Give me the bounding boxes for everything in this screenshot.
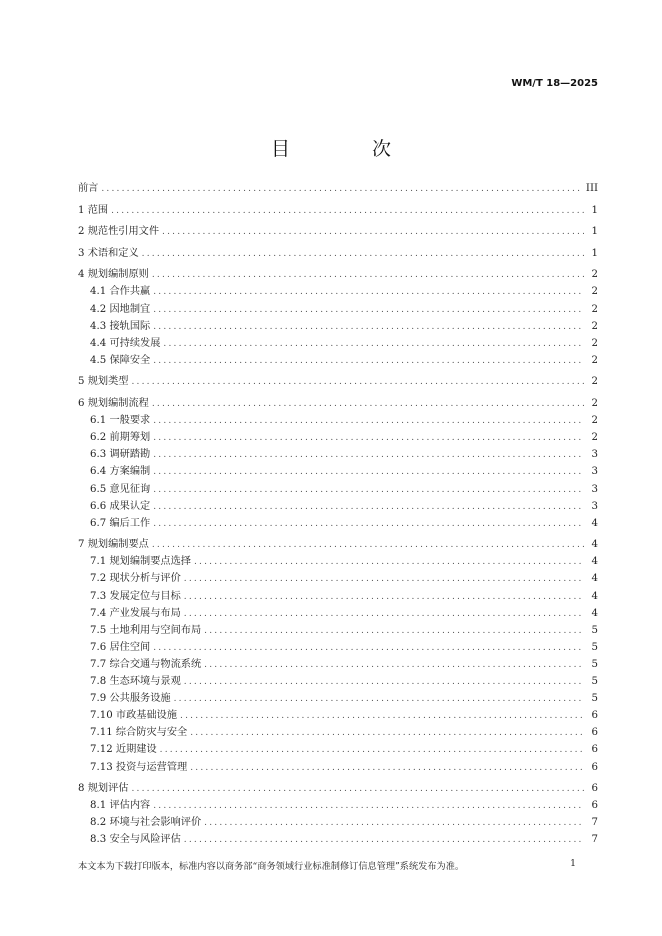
toc-entry[interactable] (78, 223, 598, 240)
toc-leader-dots (152, 267, 584, 284)
toc-entry-page: 1 (591, 204, 598, 216)
toc-entry-page: 7 (591, 817, 598, 829)
toc-entry-label: 7.7 综合交通与物流系统 (90, 658, 202, 670)
toc-entry-page: 2 (591, 286, 598, 298)
toc-entry-page: 2 (591, 354, 598, 366)
toc-entry-label: 6.7 编后工作 (90, 517, 151, 529)
toc-entry-label: 7.1 规划编制要点选择 (90, 556, 191, 568)
toc-entry[interactable] (78, 301, 598, 318)
toc-leader-dots (152, 396, 584, 413)
toc-entry-page: 2 (591, 337, 598, 349)
toc-entry-label: 6.5 意见征询 (90, 483, 151, 495)
toc-entry[interactable] (78, 536, 598, 553)
toc-entry-label: 4.3 接轨国际 (90, 320, 151, 332)
toc-leader-dots (190, 760, 584, 777)
toc-entry[interactable] (78, 180, 598, 197)
toc-entry-page: 6 (591, 727, 598, 739)
toc-entry[interactable] (78, 335, 598, 352)
toc-entry-page: 6 (591, 744, 598, 756)
toc-entry-label: 8.1 评估内容 (90, 800, 151, 812)
toc-entry-page: 1 (591, 226, 598, 238)
toc-entry-page: 4 (591, 556, 598, 568)
toc-leader-dots (162, 224, 584, 241)
toc-entry[interactable] (78, 446, 598, 463)
toc-entry-label: 7.2 现状分析与评价 (90, 573, 181, 585)
toc-entry-page: 3 (591, 483, 598, 495)
toc-leader-dots (153, 319, 584, 336)
toc-entry[interactable] (78, 412, 598, 429)
toc-entry-label: 1 范围 (78, 204, 109, 216)
toc-entry-label: 7.12 近期建设 (90, 744, 157, 756)
toc-entry-page: 2 (591, 320, 598, 332)
toc-leader-dots (190, 725, 584, 742)
toc-entry[interactable] (78, 373, 598, 390)
toc-leader-dots (101, 181, 580, 198)
toc-entry-label: 6 规划编制流程 (78, 398, 149, 410)
toc-leader-dots (153, 798, 584, 815)
toc-leader-dots (194, 554, 584, 571)
toc-entry-page: 5 (591, 693, 598, 705)
toc-leader-dots (160, 742, 584, 759)
toc-entry-label: 7.3 发展定位与目标 (90, 590, 181, 602)
toc-entry-page: 6 (591, 710, 598, 722)
toc-entry-label: 6.3 调研踏勘 (90, 449, 151, 461)
toc-entry-page: 4 (591, 573, 598, 585)
toc-entry[interactable] (78, 622, 598, 639)
toc-entry-label: 4.2 因地制宜 (90, 303, 151, 315)
toc-entry[interactable] (78, 318, 598, 335)
footer-note: 本文本为下载打印版本，标准内容以商务部“商务领域行业标准制修订信息管理”系统发布为准。 (78, 861, 465, 872)
toc-leader-dots (153, 430, 584, 447)
toc-entry-page: 5 (591, 676, 598, 688)
table-of-contents (78, 180, 598, 848)
toc-leader-dots (174, 691, 584, 708)
toc-leader-dots (153, 464, 584, 481)
toc-entry-page: 3 (591, 500, 598, 512)
toc-entry-page: 2 (591, 303, 598, 315)
toc-entry-label: 7.4 产业发展与布局 (90, 607, 181, 619)
toc-entry[interactable] (78, 481, 598, 498)
toc-entry-page: 3 (591, 449, 598, 461)
page-title: 目 次 (270, 138, 430, 160)
toc-entry-label: 7 规划编制要点 (78, 539, 149, 551)
toc-entry[interactable] (78, 463, 598, 480)
toc-leader-dots (153, 353, 584, 370)
toc-entry-label: 6.1 一般要求 (90, 415, 151, 427)
toc-leader-dots (184, 674, 584, 691)
toc-leader-dots (153, 482, 584, 499)
toc-leader-dots (153, 640, 584, 657)
toc-entry[interactable] (78, 690, 598, 707)
toc-entry[interactable] (78, 395, 598, 412)
toc-entry-label: 前言 (78, 183, 99, 194)
toc-entry-label: 8.2 环境与社会影响评价 (90, 817, 202, 829)
toc-entry[interactable] (78, 656, 598, 673)
toc-entry-label: 7.11 综合防灾与安全 (90, 727, 188, 739)
toc-leader-dots (184, 606, 584, 623)
toc-entry-label: 7.5 土地利用与空间布局 (90, 624, 202, 636)
toc-entry[interactable] (78, 515, 598, 532)
toc-entry[interactable] (78, 283, 598, 300)
toc-entry[interactable] (78, 429, 598, 446)
toc-entry-page: 2 (591, 432, 598, 444)
toc-entry[interactable] (78, 741, 598, 758)
toc-entry-label: 7.8 生态环境与景观 (90, 676, 181, 688)
toc-entry[interactable] (78, 814, 598, 831)
toc-entry[interactable] (78, 797, 598, 814)
toc-entry-label: 2 规范性引用文件 (78, 226, 160, 238)
toc-entry-label: 7.13 投资与运营管理 (90, 761, 188, 773)
toc-entry-page: 2 (591, 415, 598, 427)
toc-entry[interactable] (78, 605, 598, 622)
toc-leader-dots (204, 657, 584, 674)
toc-entry-page: 6 (591, 800, 598, 812)
toc-entry-label: 4.4 可持续发展 (90, 337, 161, 349)
toc-leader-dots (153, 499, 584, 516)
toc-entry-label: 5 规划类型 (78, 376, 129, 388)
toc-entry[interactable] (78, 202, 598, 219)
toc-entry[interactable] (78, 673, 598, 690)
toc-entry-label: 7.9 公共服务设施 (90, 693, 171, 705)
toc-leader-dots (152, 537, 584, 554)
toc-entry-label: 6.2 前期筹划 (90, 432, 151, 444)
toc-entry[interactable] (78, 588, 598, 605)
footer-page-number: 1 (570, 858, 576, 869)
toc-entry[interactable] (78, 266, 598, 283)
toc-entry[interactable] (78, 724, 598, 741)
toc-leader-dots (163, 336, 584, 353)
toc-entry-label: 4.1 合作共赢 (90, 286, 151, 298)
toc-entry-label: 7.10 市政基础设施 (90, 710, 178, 722)
toc-leader-dots (153, 516, 584, 533)
toc-entry-page: 6 (591, 783, 598, 795)
toc-entry[interactable] (78, 553, 598, 570)
toc-leader-dots (131, 374, 584, 391)
standard-code: WM/T 18—2025 (511, 78, 598, 89)
toc-entry-page: 1 (591, 247, 598, 259)
toc-entry[interactable] (78, 245, 598, 262)
toc-entry[interactable] (78, 498, 598, 515)
toc-leader-dots (204, 623, 584, 640)
toc-entry-page: 4 (591, 607, 598, 619)
toc-entry-page: 4 (591, 517, 598, 529)
toc-entry-page: 3 (591, 466, 598, 478)
toc-leader-dots (204, 815, 584, 832)
toc-entry[interactable] (78, 639, 598, 656)
toc-entry-page: 4 (591, 590, 598, 602)
toc-entry-label: 8.3 安全与风险评估 (90, 834, 181, 846)
toc-leader-dots (153, 302, 584, 319)
toc-entry-label: 4 规划编制原则 (78, 269, 149, 281)
toc-entry-page: 2 (591, 269, 598, 281)
toc-leader-dots (111, 203, 584, 220)
toc-leader-dots (184, 589, 584, 606)
toc-leader-dots (131, 781, 584, 798)
toc-entry[interactable] (78, 759, 598, 776)
toc-entry-page: 4 (591, 539, 598, 551)
toc-entry-page: III (585, 183, 598, 194)
toc-entry[interactable] (78, 780, 598, 797)
page-footer (78, 858, 576, 872)
toc-entry-page: 6 (591, 761, 598, 773)
toc-entry-label: 6.4 方案编制 (90, 466, 151, 478)
toc-leader-dots (180, 708, 584, 725)
toc-entry-page: 5 (591, 658, 598, 670)
toc-leader-dots (142, 246, 584, 263)
toc-entry[interactable] (78, 831, 598, 848)
toc-entry-page: 5 (591, 624, 598, 636)
toc-entry-page: 2 (591, 376, 598, 388)
toc-entry-label: 3 术语和定义 (78, 247, 139, 259)
toc-entry[interactable] (78, 352, 598, 369)
toc-leader-dots (184, 571, 584, 588)
toc-leader-dots (153, 447, 584, 464)
toc-entry-page: 7 (591, 834, 598, 846)
toc-entry-page: 2 (591, 398, 598, 410)
toc-leader-dots (153, 284, 584, 301)
toc-entry-page: 5 (591, 641, 598, 653)
toc-entry-label: 4.5 保障安全 (90, 354, 151, 366)
toc-entry-label: 7.6 居住空间 (90, 641, 151, 653)
toc-entry[interactable] (78, 707, 598, 724)
toc-entry-label: 8 规划评估 (78, 783, 129, 795)
toc-leader-dots (153, 413, 584, 430)
toc-entry[interactable] (78, 570, 598, 587)
toc-entry-label: 6.6 成果认定 (90, 500, 151, 512)
toc-leader-dots (184, 832, 584, 849)
